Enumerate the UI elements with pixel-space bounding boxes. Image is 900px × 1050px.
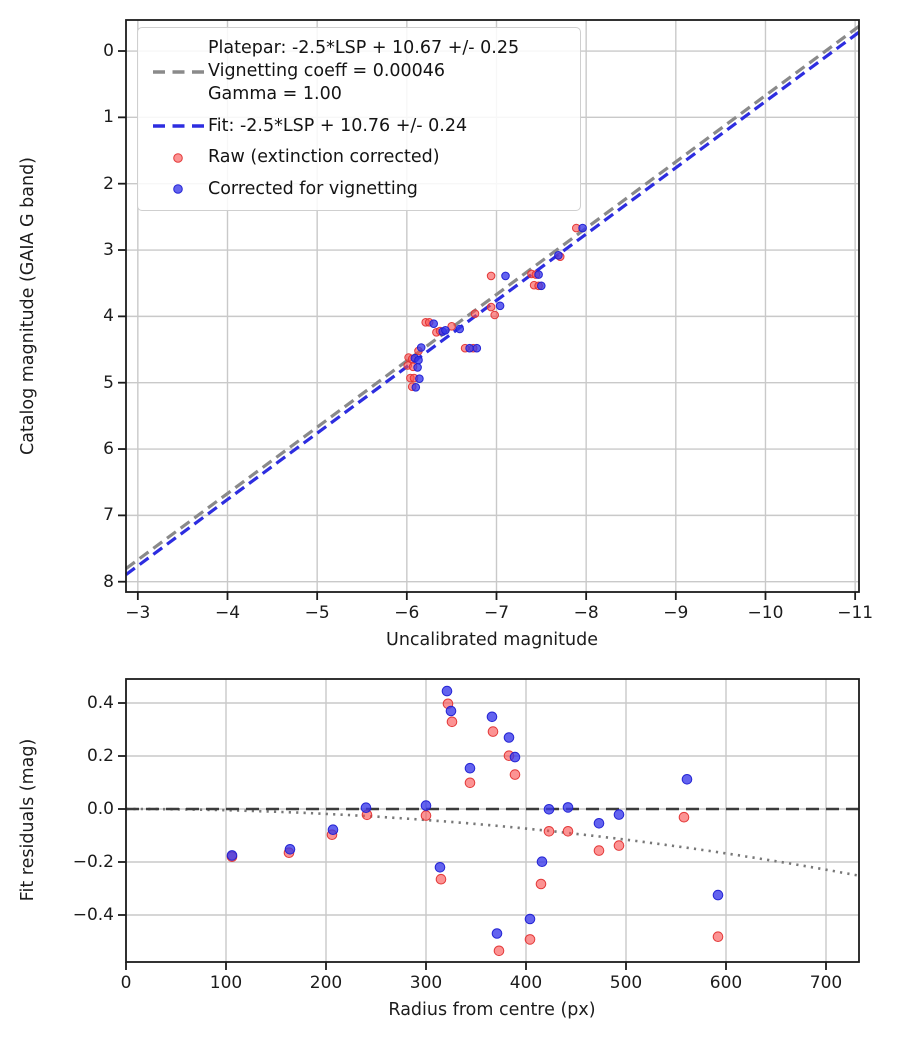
tick-label: 3 <box>103 240 114 261</box>
raw-dot-icon <box>148 152 208 164</box>
legend-label-fit: Fit: -2.5*LSP + 10.76 +/- 0.24 <box>208 115 468 136</box>
tick-label: −0.2 <box>72 851 114 872</box>
raw-point <box>594 846 604 856</box>
tick-label: 4 <box>103 306 114 327</box>
tick-label: 300 <box>409 973 443 993</box>
raw-point <box>679 812 689 822</box>
corrected-point <box>442 327 450 335</box>
tick-label: 1 <box>103 107 114 128</box>
tick-label: −6 <box>394 603 420 623</box>
corrected-point <box>544 805 554 815</box>
corrected-point <box>537 857 547 867</box>
corrected-point <box>465 763 475 773</box>
corrected-point <box>525 914 535 924</box>
tick-label: −5 <box>304 603 330 623</box>
corrected-point <box>456 325 464 333</box>
tick-label: −8 <box>573 603 599 623</box>
platepar-line2: Vignetting coeff = 0.00046 <box>208 61 446 81</box>
corrected-point <box>446 706 456 716</box>
corrected-point <box>487 712 497 722</box>
raw-point <box>544 827 554 837</box>
raw-point <box>465 778 475 788</box>
tick-label: 7 <box>103 505 114 526</box>
raw-point <box>525 935 535 945</box>
tick-label: −4 <box>214 603 241 623</box>
corrected-point <box>538 282 546 290</box>
corrected-point <box>594 819 604 829</box>
corrected-point <box>442 686 452 696</box>
top-y-axis-label: Catalog magnitude (GAIA G band) <box>18 156 38 456</box>
corrected-point <box>504 733 514 743</box>
raw-point <box>488 727 498 737</box>
legend-item-fit <box>148 115 570 138</box>
tick-label: 0 <box>120 973 132 993</box>
platepar-dashed-line-icon <box>148 67 208 77</box>
legend <box>137 27 581 211</box>
curve-vignetting-model <box>126 809 858 876</box>
corrected-point <box>492 929 502 939</box>
raw-point <box>713 932 723 942</box>
raw-point <box>491 311 499 319</box>
corrected-point <box>417 344 425 352</box>
fit-dashed-line-icon <box>148 121 208 131</box>
raw-point <box>487 272 495 280</box>
corrected-point <box>682 775 692 785</box>
tick-label: 0 <box>103 41 114 61</box>
platepar-line3: Gamma = 1.00 <box>208 84 342 104</box>
tick-label: −11 <box>837 603 874 623</box>
tick-label: 100 <box>209 973 243 993</box>
tick-label: 8 <box>103 571 114 592</box>
corrected-point <box>416 375 424 383</box>
corrected-point <box>614 810 624 820</box>
raw-point <box>436 874 446 884</box>
corrected-point <box>510 752 520 762</box>
raw-point <box>421 811 431 821</box>
legend-item-corrected <box>148 178 570 201</box>
corrected-point <box>414 364 422 372</box>
bottom-y-axis-label: Fit residuals (mag) <box>18 738 38 902</box>
corrected-point <box>435 863 445 873</box>
tick-label: 6 <box>103 439 114 460</box>
tick-label: 400 <box>509 973 543 993</box>
legend-label-raw: Raw (extinction corrected) <box>208 147 440 168</box>
corrected-point <box>421 801 431 811</box>
tick-label: −9 <box>663 603 689 623</box>
corrected-point <box>415 356 423 364</box>
platepar-line1: Platepar: -2.5*LSP + 10.67 +/- 0.25 <box>208 38 520 58</box>
legend-label-platepar <box>208 37 519 106</box>
tick-label: 0.4 <box>86 693 114 713</box>
tick-label: −3 <box>125 603 151 623</box>
tick-label: 5 <box>103 372 114 393</box>
tick-label: 2 <box>103 173 114 194</box>
raw-point <box>563 827 573 837</box>
corrected-point <box>328 825 338 835</box>
top-x-axis-label: Uncalibrated magnitude <box>386 630 598 650</box>
tick-label: −0.4 <box>72 904 114 925</box>
tick-label: 700 <box>809 973 843 993</box>
corrected-point <box>713 890 723 900</box>
raw-point <box>487 303 495 311</box>
tick-label: 600 <box>709 973 743 993</box>
corrected-point <box>535 271 543 279</box>
corrected-point <box>502 272 510 280</box>
raw-point <box>510 770 520 780</box>
legend-item-platepar <box>148 37 570 106</box>
tick-label: −7 <box>483 603 510 623</box>
tick-label: 0.0 <box>86 798 114 819</box>
corrected-dot-icon <box>148 183 208 195</box>
tick-label: 500 <box>609 973 643 993</box>
corrected-point <box>412 384 420 392</box>
legend-item-raw <box>148 146 570 169</box>
raw-point <box>494 946 504 956</box>
corrected-point <box>563 803 573 813</box>
raw-point <box>471 310 479 318</box>
corrected-point <box>496 302 504 310</box>
corrected-point <box>285 845 295 855</box>
corrected-point <box>227 851 237 861</box>
legend-label-corrected: Corrected for vignetting <box>208 178 418 199</box>
corrected-point <box>361 803 371 813</box>
raw-point <box>536 879 546 889</box>
tick-label: 0.2 <box>86 746 114 766</box>
corrected-point <box>473 344 481 352</box>
raw-point <box>614 841 624 851</box>
corrected-point <box>466 344 474 352</box>
tick-label: −10 <box>747 603 784 623</box>
bottom-x-axis-label: Radius from centre (px) <box>388 1000 596 1020</box>
tick-label: 200 <box>309 973 343 993</box>
corrected-point <box>430 320 438 328</box>
corrected-point <box>555 252 563 260</box>
raw-point <box>447 717 457 727</box>
corrected-point <box>579 224 587 232</box>
